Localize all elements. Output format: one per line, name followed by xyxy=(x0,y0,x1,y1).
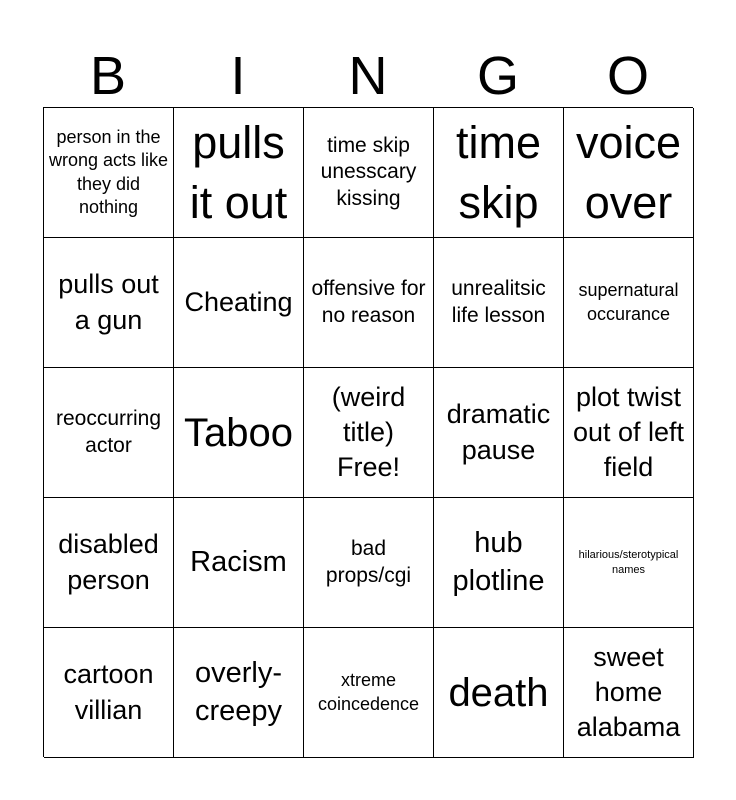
cell-text: dramatic pause xyxy=(446,399,551,465)
cell-text: Racism xyxy=(190,545,287,578)
bingo-cell-r2c4[interactable] xyxy=(434,238,564,368)
bingo-cell-r5c1[interactable] xyxy=(44,628,174,758)
bingo-cell-r5c2[interactable] xyxy=(174,628,304,758)
header-letter-b: B xyxy=(89,46,127,106)
cell-text: voice over xyxy=(575,117,682,228)
cell-text: pulls it out xyxy=(189,117,288,228)
bingo-cell-r3c2[interactable] xyxy=(174,368,304,498)
cell-text: xtreme coincedence xyxy=(317,670,420,714)
cell-text: person in the wrong acts like they did nothing xyxy=(48,126,169,217)
cell-text: supernatural occurance xyxy=(578,280,679,324)
bingo-cell-r4c3[interactable] xyxy=(304,498,434,628)
bingo-cell-r3c3[interactable] xyxy=(304,368,434,498)
bingo-cell-r1c4[interactable] xyxy=(434,108,564,238)
bingo-cell-r4c2[interactable] xyxy=(174,498,304,628)
cell-text: unrealitsic life lesson xyxy=(451,277,546,327)
cell-text: death xyxy=(448,670,549,715)
cell-text: Cheating xyxy=(184,286,293,317)
cell-text: reoccurring actor xyxy=(55,407,162,457)
bingo-cell-r1c3[interactable] xyxy=(304,108,434,238)
bingo-header xyxy=(43,44,693,108)
bingo-cell-r3c5[interactable] xyxy=(564,368,694,498)
cell-text: time skip unesscary kissing xyxy=(320,134,417,210)
bingo-cell-r1c1[interactable] xyxy=(44,108,174,238)
bingo-cell-r2c3[interactable] xyxy=(304,238,434,368)
bingo-cell-r3c1[interactable] xyxy=(44,368,174,498)
bingo-cell-r2c5[interactable] xyxy=(564,238,694,368)
bingo-cell-r5c5[interactable] xyxy=(564,628,694,758)
cell-text: pulls out a gun xyxy=(58,269,159,335)
cell-text: Taboo xyxy=(184,410,293,455)
bingo-cell-r5c4[interactable] xyxy=(434,628,564,758)
bingo-cell-r5c3[interactable] xyxy=(304,628,434,758)
bingo-cell-r1c2[interactable] xyxy=(174,108,304,238)
header-letter-g: G xyxy=(476,46,519,106)
cell-text: bad props/cgi xyxy=(325,537,412,587)
header-letter-o: O xyxy=(606,46,649,106)
cell-text: hilarious/sterotypical names xyxy=(578,549,679,576)
cell-text: (weird title) Free! xyxy=(331,381,406,483)
cell-text: disabled person xyxy=(58,529,159,595)
cell-text: time skip xyxy=(455,117,541,228)
bingo-cell-r2c2[interactable] xyxy=(174,238,304,368)
bingo-cell-r4c4[interactable] xyxy=(434,498,564,628)
cell-text: offensive for no reason xyxy=(311,277,426,327)
bingo-cell-r3c4[interactable] xyxy=(434,368,564,498)
bingo-cell-r4c5[interactable] xyxy=(564,498,694,628)
bingo-cell-r2c1[interactable] xyxy=(44,238,174,368)
cell-text: overly-creepy xyxy=(194,657,283,727)
cell-text: plot twist out of left field xyxy=(572,381,685,483)
bingo-cell-r4c1[interactable] xyxy=(44,498,174,628)
header-letter-i: I xyxy=(230,46,246,106)
cell-text: sweet home alabama xyxy=(576,641,681,743)
cell-text: cartoon villian xyxy=(63,659,154,725)
cell-text: hub plotline xyxy=(452,527,545,597)
bingo-board xyxy=(43,107,693,757)
bingo-cell-r1c5[interactable] xyxy=(564,108,694,238)
header-letter-n: N xyxy=(348,46,388,106)
